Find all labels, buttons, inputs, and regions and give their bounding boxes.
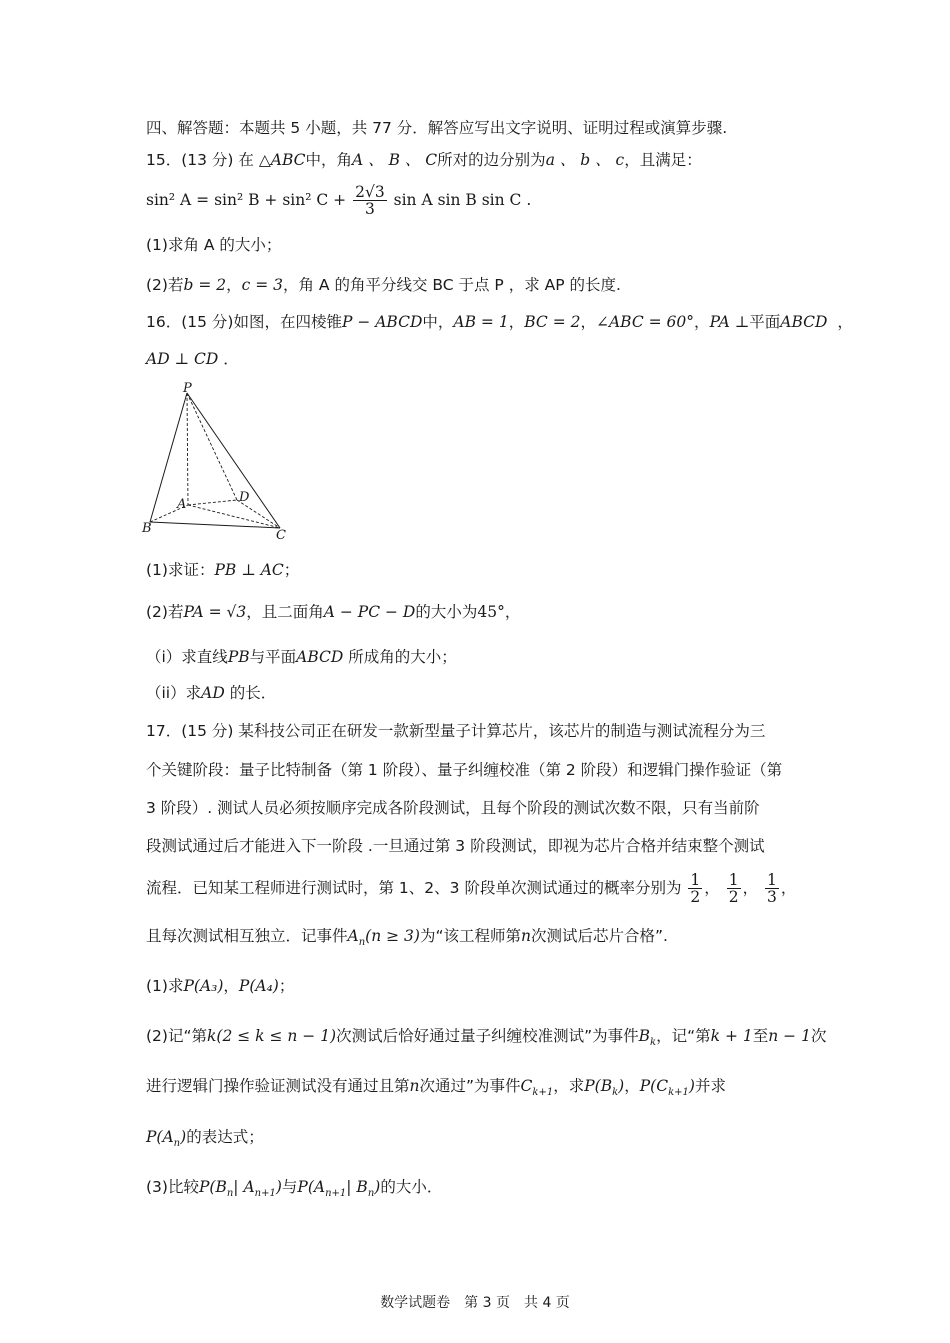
q17-part1-text: ； [278,977,295,995]
q16-text: ． [223,350,239,368]
q15-part2 [146,274,621,296]
q17-part3-text: (3)比较 [146,1178,199,1196]
sub: n+1 [325,1188,347,1200]
q15-number: 15．(13 分) 在 [146,151,254,169]
q15-part1 [146,234,281,256]
q17-part2-line1 [146,1025,826,1054]
q17-part1-text: (1)求 [146,977,184,995]
q17-part3 [146,1176,442,1205]
q17-text: 为“该工程师第 [419,927,521,945]
prob-an-sub: n [173,1138,181,1150]
q16-line-pb: PB [227,648,250,666]
paren: ) [688,1077,695,1095]
q17-part2-text: 进行逻辑门操作验证测试没有通过且第 [146,1077,410,1095]
q16-plane-abcd: ABCD [296,648,344,666]
section-heading [146,117,727,139]
q16-pa-value: PA = √3 [183,603,247,621]
prob-bk-sub: k [612,1087,619,1099]
q16-part2 [146,601,520,623]
label-p: P [183,381,192,396]
q17-text: 个关键阶段：量子比特制备（第 1 阶段）、量子纠缠校准（第 2 阶段）和逻辑门操作验证（第 [146,761,783,779]
q16-sub-ii [146,682,276,704]
event-a-sub: n [358,937,366,949]
q15-part2-text: ，角 A 的角平分线交 BC 于点 P ，求 AP 的长度. [283,276,621,294]
q17-part2-line2 [146,1075,726,1104]
q17-text: 次测试后芯片合格”. [530,927,668,945]
q16-plane: ABCD [780,313,828,331]
q17-line6 [146,925,668,954]
q16-text: ， [508,313,525,331]
q16-sub-i-text: 与平面 [249,648,297,666]
frac-num: 1 [767,871,777,889]
q16-text: ， [580,313,596,331]
prob-a4: P(A₄) [238,977,279,995]
q17-line4 [146,835,765,857]
q15-text: 所对的边分别为 [437,151,546,169]
event-c: C [520,1077,533,1095]
q17-part2-text: 的表达式； [186,1128,264,1146]
q16-part1-text: (1)求证： [146,561,215,579]
event-c-sub: k+1 [532,1087,554,1099]
q17-part2-text: ，记“第 [656,1027,711,1045]
paren: ) [180,1128,187,1146]
q15-sides: a 、 b 、 c [545,151,625,169]
q17-text: 流程．已知某工程师进行测试时，第 1、2、3 阶段单次测试通过的概率分别为 [146,879,682,897]
q15-part2-text: (2)若 [146,276,184,294]
event-b-sub: k [650,1037,657,1049]
edge-pd [187,393,237,500]
frac-den: 2 [690,888,701,906]
q16-sub-i-text: （i）求直线 [146,648,228,666]
q15-statement [146,149,702,171]
q15-text: ，且满足： [624,151,702,169]
q16-text: 平面 [749,313,781,331]
q17-text: 且每次测试相互独立．记事件 [146,927,348,945]
q17-part2-line3 [146,1126,264,1155]
q16-ab: AB = 1 [453,313,509,331]
q16-text: 中， [422,313,454,331]
q16-number: 16．(15 分)如图，在四棱锥 [146,313,342,331]
k-plus-1: k + 1 [710,1027,753,1045]
q16-text: ， [694,313,710,331]
q16-pb-perp-ac: PB ⊥ AC [214,561,284,579]
q17-part2-text: (2)记“第 [146,1027,207,1045]
prob-ck1-sub: k+1 [668,1087,689,1099]
q16-angle-value: 45° [477,603,505,621]
section-heading-text: 四、解答题：本题共 5 小题，共 77 分．解答应写出文字说明、证明过程或演算步骤. [146,119,728,137]
sub: n [226,1188,234,1200]
q17-part2-text: 次测试后恰好通过量子纠缠校准测试”为事件 [336,1027,639,1045]
q16-bc: BC = 2 [524,313,581,331]
pyramid-figure [140,380,300,545]
label-c: C [276,528,286,543]
cond-prob-1: P(B [198,1178,227,1196]
prob-a3: P(A₃) [183,977,224,995]
q17-part3-text: 的大小． [380,1178,443,1196]
q16-part1 [146,559,299,581]
event-b: B [638,1027,651,1045]
q17-line1 [146,720,765,742]
edge-bc [150,522,280,528]
q16-sub-i [146,646,457,668]
prob-bk: P(B [584,1077,613,1095]
q17-part3-text: 与 [281,1178,298,1196]
separator: ， [742,879,759,897]
q15-equation [146,180,531,220]
frac-num: 1 [690,871,701,889]
label-b: B [142,521,152,536]
q15-eq-fraction [353,184,387,217]
q15-text: 中，角 [305,151,353,169]
k-range: k(2 ≤ k ≤ n − 1) [207,1027,337,1045]
q15-c-value: c = 3 [241,276,283,294]
paren: ) [618,1077,625,1095]
separator: ， [780,879,797,897]
q16-pa-perp: PA ⊥ [709,313,750,331]
q15-b-value: b = 2 [183,276,227,294]
q16-sub-ii-text: （ii）求 [146,684,202,702]
frac-den: 2 [728,888,739,906]
q15-triangle: △ABC [258,151,306,169]
cond-bar: | B [346,1178,368,1196]
label-d: D [239,490,250,505]
label-a: A [177,497,187,512]
q15-part2-text: ， [226,276,242,294]
q17-text: 17．(15 分) 某科技公司正在研发一款新型量子计算芯片，该芯片的制造与测试流程分为三 [146,722,766,740]
q15-part1-text: (1)求角 A 的大小； [146,236,282,254]
q16-sub-i-text: 所成角的大小； [348,648,457,666]
q16-line2 [146,348,239,370]
var-n: n [520,927,531,945]
q17-part1-text: ， [223,977,239,995]
q17-line3 [146,797,760,819]
q16-statement [146,311,853,333]
q15-eq-frac-num: 2√3 [355,183,385,201]
q17-prob-stage2 [727,872,741,905]
cond-prob-2: P(A [297,1178,326,1196]
q17-condition: (n ≥ 3) [365,927,420,945]
separator: ， [704,879,720,897]
prob-ck1: P(C [639,1077,669,1095]
var-n: n [409,1077,420,1095]
page-footer-text: 数学试题卷 第 3 页 共 4 页 [380,1295,570,1311]
q16-dihedral: A − PC − D [323,603,416,621]
q16-part2-text: ， [504,603,521,621]
sub: n [367,1188,375,1200]
cond-bar: | A [233,1178,255,1196]
q16-pyramid: P − ABCD [341,313,423,331]
q16-text: ， [837,313,853,331]
q17-text: 3 阶段）. 测试人员必须按顺序完成各阶段测试，且每个阶段的测试次数不限，只有当前阶 [146,799,760,817]
frac-num: 1 [728,871,739,889]
q17-part2-text: ，求 [553,1077,585,1095]
q16-ad: AD [201,684,225,702]
edge-ad [188,500,237,505]
q15-angles: A 、 B 、 C [352,151,438,169]
q15-eq-frac-den: 3 [364,200,375,218]
q17-prob-stage3 [765,872,779,905]
prob-an: P(A [146,1128,174,1146]
q16-part1-text: ； [283,561,300,579]
q17-part2-text: 并求 [694,1077,726,1095]
q16-part2-text: (2)若 [146,603,184,621]
n-minus-1: n − 1 [768,1027,811,1045]
q16-part2-text: 的大小为 [415,603,478,621]
q16-angle: ∠ABC = 60° [596,313,695,331]
frac-den: 3 [767,888,777,906]
separator: ， [624,1077,640,1095]
q16-sub-ii-text: 的长． [229,684,277,702]
page-footer [0,1292,950,1312]
q17-part2-text: 至 [752,1027,769,1045]
q16-part2-text: ，且二面角 [246,603,324,621]
q17-part2-text: 次通过”为事件 [419,1077,521,1095]
event-a: A [347,927,359,945]
q17-prob-stage1 [688,872,702,905]
q17-line5 [146,868,796,908]
q17-line2 [146,759,782,781]
edge-pc [187,393,280,528]
edge-pa [187,393,188,505]
q15-eq-left: sin² A = sin² B + sin² C + [146,191,347,209]
q16-ad-perp-cd: AD ⊥ CD [146,350,219,368]
paren: ) [275,1178,282,1196]
paren: ) [374,1178,381,1196]
q17-part2-text: 次 [810,1027,827,1045]
q15-eq-right: sin A sin B sin C . [393,191,532,209]
q17-part1 [146,975,294,997]
q17-text: 段测试通过后才能进入下一阶段 .一旦通过第 3 阶段测试，即视为芯片合格并结束整个测试 [146,837,765,855]
sub: n+1 [254,1188,276,1200]
